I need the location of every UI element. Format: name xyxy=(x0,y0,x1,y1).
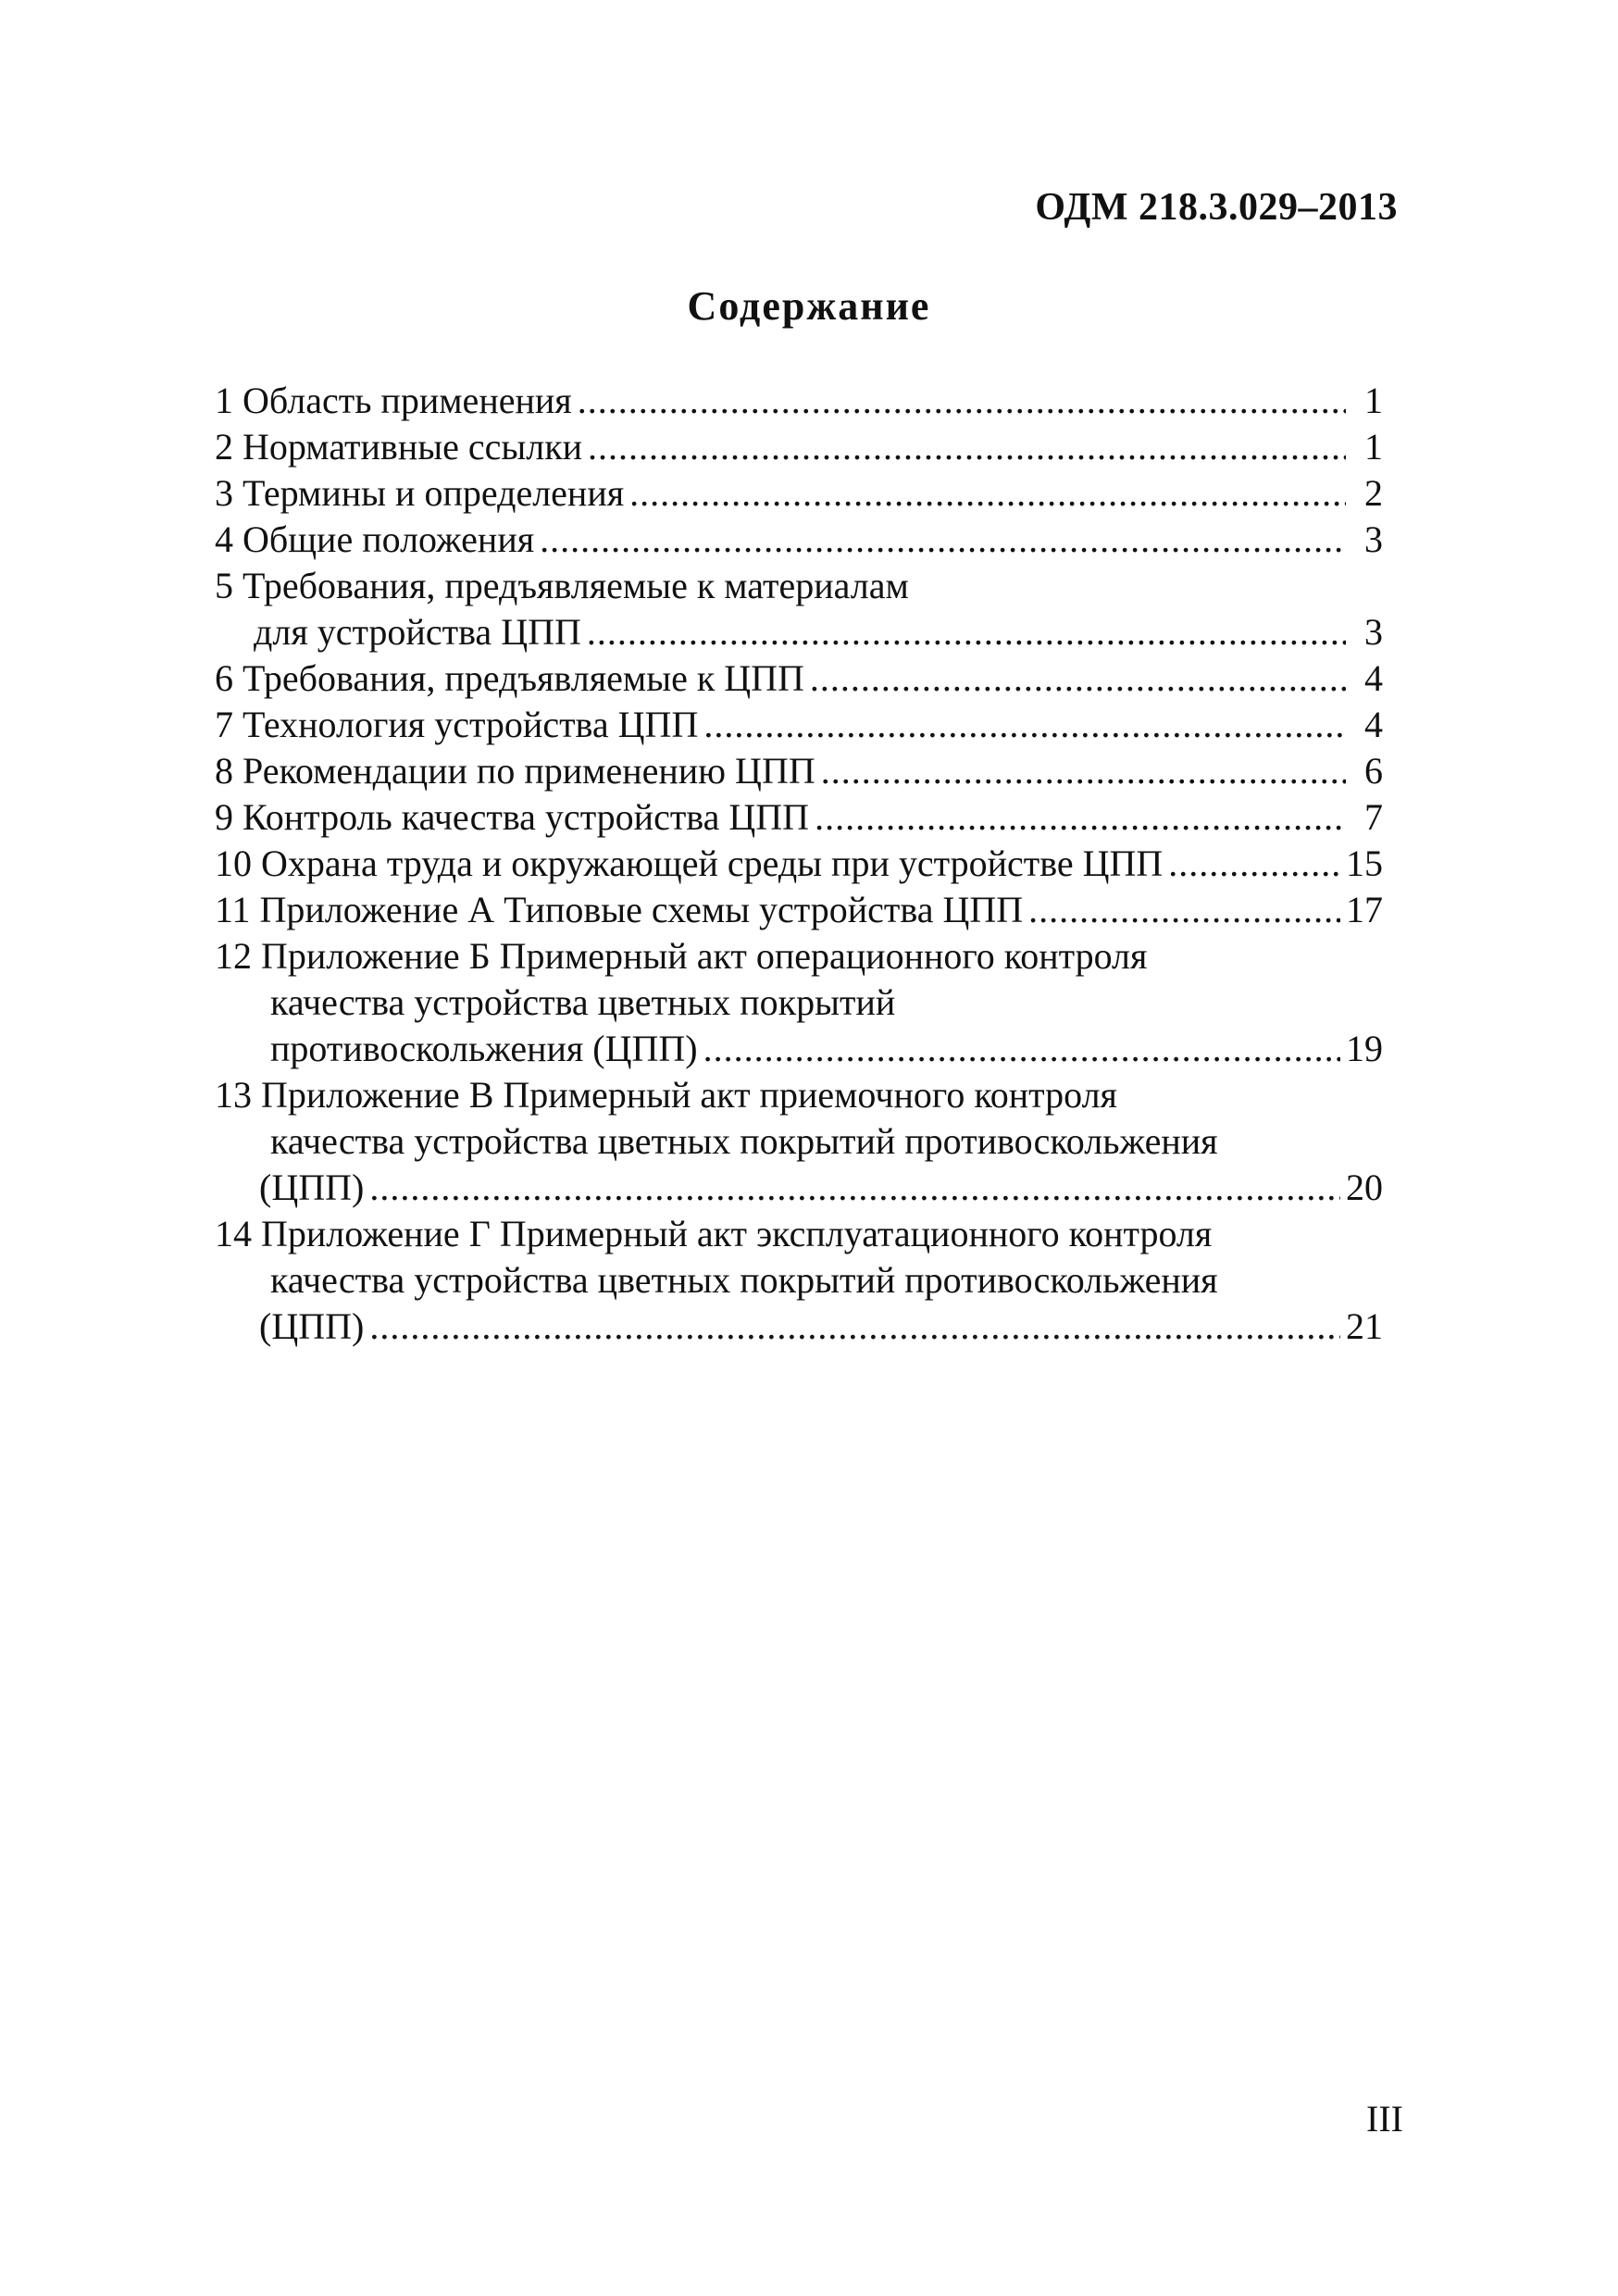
toc-entry-text: 14 Приложение Г Примерный акт эксплуатационного контроля xyxy=(215,1213,1213,1254)
toc-leader-dots xyxy=(369,1165,1340,1211)
toc-leader-dots xyxy=(629,470,1346,517)
toc-entry-page: 21 xyxy=(1346,1305,1383,1347)
toc-entry-text-continued: (ЦПП) xyxy=(259,1305,365,1347)
document-code: ОДМ 218.3.029–2013 xyxy=(1035,186,1398,229)
toc-entry-text: 13 Приложение В Примерный акт приемочного контроля xyxy=(215,1074,1117,1116)
toc-entry-text: 2 Нормативные ссылки xyxy=(215,426,583,468)
toc-entry-page: 7 xyxy=(1364,796,1383,838)
page-number: III xyxy=(1366,2098,1403,2140)
toc-entry-page: 1 xyxy=(1364,426,1383,468)
toc-leader-dots xyxy=(703,1026,1340,1072)
toc-leader-dots xyxy=(810,655,1346,702)
toc-entry-text: 12 Приложение Б Примерный акт операционного контроля xyxy=(215,935,1148,977)
toc-leader-dots xyxy=(540,517,1346,563)
toc-entry[interactable] xyxy=(215,794,1383,841)
toc-entry-text-continued: качества устройства цветных покрытий противоскольжения xyxy=(270,1259,1218,1301)
toc-title: Содержание xyxy=(687,283,931,329)
toc-entry-text: 3 Термины и определения xyxy=(215,472,625,514)
toc-entry[interactable] xyxy=(215,655,1383,702)
toc-entry-text: 4 Общие положения xyxy=(215,518,535,560)
toc-leader-dots xyxy=(1168,841,1340,887)
toc-entry[interactable] xyxy=(215,563,1383,655)
toc-entry-page: 4 xyxy=(1364,704,1383,745)
toc-entry-page: 1 xyxy=(1364,380,1383,421)
toc-leader-dots xyxy=(578,378,1346,424)
table-of-contents xyxy=(215,378,1383,1350)
toc-entry[interactable] xyxy=(215,424,1383,470)
toc-entry-text: 5 Требования, предъявляемые к материалам xyxy=(215,565,909,606)
toc-entry[interactable] xyxy=(215,1072,1383,1211)
toc-entry-text: 8 Рекомендации по применению ЦПП xyxy=(215,750,815,792)
toc-entry-page: 20 xyxy=(1346,1167,1383,1208)
toc-entry-text-continued: качества устройства цветных покрытий xyxy=(270,981,896,1023)
toc-entry-page: 6 xyxy=(1364,750,1383,792)
toc-entry[interactable] xyxy=(215,1211,1383,1350)
toc-entry[interactable] xyxy=(215,517,1383,563)
toc-entry-page: 19 xyxy=(1346,1028,1383,1069)
toc-entry-text: 9 Контроль качества устройства ЦПП xyxy=(215,796,810,838)
toc-leader-dots xyxy=(821,748,1346,794)
toc-entry-text-continued: для устройства ЦПП xyxy=(254,611,581,653)
toc-entry[interactable] xyxy=(215,933,1383,1072)
toc-leader-dots xyxy=(588,424,1346,470)
toc-entry[interactable] xyxy=(215,748,1383,794)
toc-leader-dots xyxy=(703,702,1346,748)
toc-leader-dots xyxy=(1028,887,1340,933)
toc-entry-text-continued: (ЦПП) xyxy=(259,1167,365,1208)
toc-entry-text: 11 Приложение А Типовые схемы устройства ЦПП xyxy=(215,889,1024,930)
toc-entry-page: 3 xyxy=(1364,611,1383,653)
toc-entry-text: 6 Требования, предъявляемые к ЦПП xyxy=(215,657,804,699)
toc-leader-dots xyxy=(369,1304,1340,1350)
toc-leader-dots xyxy=(587,609,1346,655)
toc-entry-text-continued: качества устройства цветных покрытий противоскольжения xyxy=(270,1120,1218,1162)
toc-entry[interactable] xyxy=(215,841,1383,887)
toc-entry[interactable] xyxy=(215,470,1383,517)
toc-entry-page: 15 xyxy=(1346,842,1383,884)
toc-entry[interactable] xyxy=(215,887,1383,933)
toc-entry-text: 7 Технология устройства ЦПП xyxy=(215,704,699,745)
toc-entry-page: 4 xyxy=(1364,657,1383,699)
toc-entry-page: 17 xyxy=(1346,889,1383,930)
toc-entry-text: 1 Область применения xyxy=(215,380,572,421)
toc-entry-text: 10 Охрана труда и окружающей среды при устройстве ЦПП xyxy=(215,842,1164,884)
toc-leader-dots xyxy=(815,794,1346,841)
toc-entry-page: 3 xyxy=(1364,518,1383,560)
toc-entry-page: 2 xyxy=(1364,472,1383,514)
toc-entry-text-continued: противоскольжения (ЦПП) xyxy=(270,1028,698,1069)
toc-entry[interactable] xyxy=(215,378,1383,424)
toc-entry[interactable] xyxy=(215,702,1383,748)
